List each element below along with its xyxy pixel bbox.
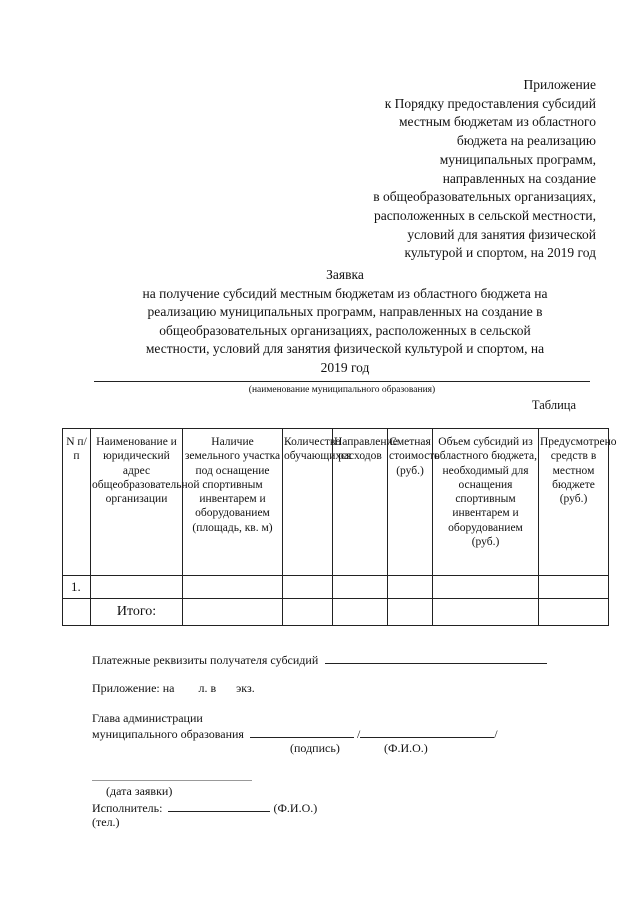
appendix-line: Приложение bbox=[523, 77, 596, 92]
table-header-row bbox=[63, 429, 609, 576]
appendix-line: направленных на создание bbox=[442, 170, 596, 186]
payment-details-row bbox=[92, 651, 547, 668]
total-label: Итого: bbox=[91, 599, 183, 626]
appendix-line: бюджета на реализацию bbox=[456, 133, 596, 149]
appendix-line: муниципальных программ, bbox=[439, 151, 596, 167]
header-expense-direction: Направление расходов bbox=[333, 429, 388, 576]
attachment-row bbox=[92, 681, 255, 696]
table-cell[interactable] bbox=[283, 576, 333, 599]
executor-fio-caption: (Ф.И.О.) bbox=[273, 801, 318, 815]
title-line: реализацию муниципальных программ, направленных на создание в bbox=[147, 304, 543, 319]
municipality-caption: (наименование муниципального образования) bbox=[248, 385, 436, 395]
fio-field[interactable] bbox=[360, 725, 494, 738]
table-cell[interactable] bbox=[183, 599, 283, 626]
header-estimated-cost: Сметная стоимость (руб.) bbox=[388, 429, 433, 576]
table-cell[interactable] bbox=[183, 576, 283, 599]
title-line: общеобразовательных организациях, расположенных в сельской bbox=[159, 322, 531, 338]
title-line: на получение субсидий местным бюджетам из областного бюджета на bbox=[142, 285, 548, 301]
header-subsidy-amount: Объем субсидий из областного бюджета, необходимый для оснащения спортивным инвентарем и оборудованием (руб.) bbox=[433, 429, 539, 576]
table-row bbox=[63, 576, 609, 599]
row-number: 1. bbox=[63, 576, 91, 599]
attachment-label: Приложение: на bbox=[92, 681, 175, 695]
head-signature-row bbox=[92, 725, 498, 742]
title-line: местности, условий для занятия физической культурой и спортом, на bbox=[145, 341, 545, 356]
slash-separator: / bbox=[494, 727, 498, 741]
appendix-line: местным бюджетам из областного bbox=[399, 114, 596, 130]
table-cell bbox=[63, 599, 91, 626]
executor-label: Исполнитель: bbox=[92, 801, 163, 815]
header-student-count: Количество обучающихся bbox=[283, 429, 333, 576]
executor-field[interactable] bbox=[168, 799, 270, 812]
head-title-line: Глава администрации bbox=[92, 711, 203, 725]
application-title bbox=[90, 266, 600, 377]
table-cell[interactable] bbox=[433, 599, 539, 626]
table-cell[interactable] bbox=[283, 599, 333, 626]
appendix-line: условий для занятия физической bbox=[407, 226, 596, 242]
table-label: Таблица bbox=[531, 398, 576, 412]
table-total-row bbox=[63, 599, 609, 626]
appendix-line: в общеобразовательных организациях, bbox=[373, 189, 596, 205]
table-cell[interactable] bbox=[333, 576, 388, 599]
table-cell[interactable] bbox=[333, 599, 388, 626]
header-organization: Наименование и юридический адрес общеобразовательной организации bbox=[91, 429, 183, 576]
municipality-input-line[interactable] bbox=[94, 381, 590, 382]
fio-caption: (Ф.И.О.) bbox=[384, 741, 428, 755]
date-field[interactable] bbox=[92, 780, 252, 781]
attachment-copies-label: экз. bbox=[236, 681, 255, 695]
title-line: 2019 год bbox=[320, 359, 370, 375]
appendix-block bbox=[266, 76, 596, 263]
table-cell[interactable] bbox=[388, 599, 433, 626]
table-cell[interactable] bbox=[539, 599, 609, 626]
table-cell[interactable] bbox=[433, 576, 539, 599]
appendix-line: культурой и спортом, на 2019 год bbox=[404, 245, 596, 261]
appendix-line: расположенных в сельской местности, bbox=[373, 207, 596, 223]
title-heading: Заявка bbox=[326, 267, 364, 282]
subsidy-table bbox=[62, 428, 617, 626]
table-cell[interactable] bbox=[539, 576, 609, 599]
slash-separator: / bbox=[356, 727, 361, 741]
payment-details-field[interactable] bbox=[325, 651, 547, 664]
signature-field[interactable] bbox=[250, 725, 354, 738]
attachment-sheets-label: л. в bbox=[198, 681, 217, 695]
appendix-line: к Порядку предоставления субсидий bbox=[384, 95, 596, 111]
municipality-label: муниципального образования bbox=[92, 727, 244, 741]
payment-details-label: Платежные реквизиты получателя субсидий bbox=[92, 653, 319, 667]
header-land-plot: Наличие земельного участка под оснащение спортивным инвентарем и оборудованием (площадь, кв. м) bbox=[183, 429, 283, 576]
phone-label: (тел.) bbox=[92, 815, 120, 829]
table-cell[interactable] bbox=[388, 576, 433, 599]
header-local-budget: Предусмотрено средств в местном бюджете (руб.) bbox=[539, 429, 609, 576]
table-cell[interactable] bbox=[91, 576, 183, 599]
header-number: N п/п bbox=[63, 429, 91, 576]
executor-row bbox=[92, 799, 317, 816]
signature-caption: (подпись) bbox=[290, 741, 340, 755]
date-caption: (дата заявки) bbox=[106, 784, 173, 798]
